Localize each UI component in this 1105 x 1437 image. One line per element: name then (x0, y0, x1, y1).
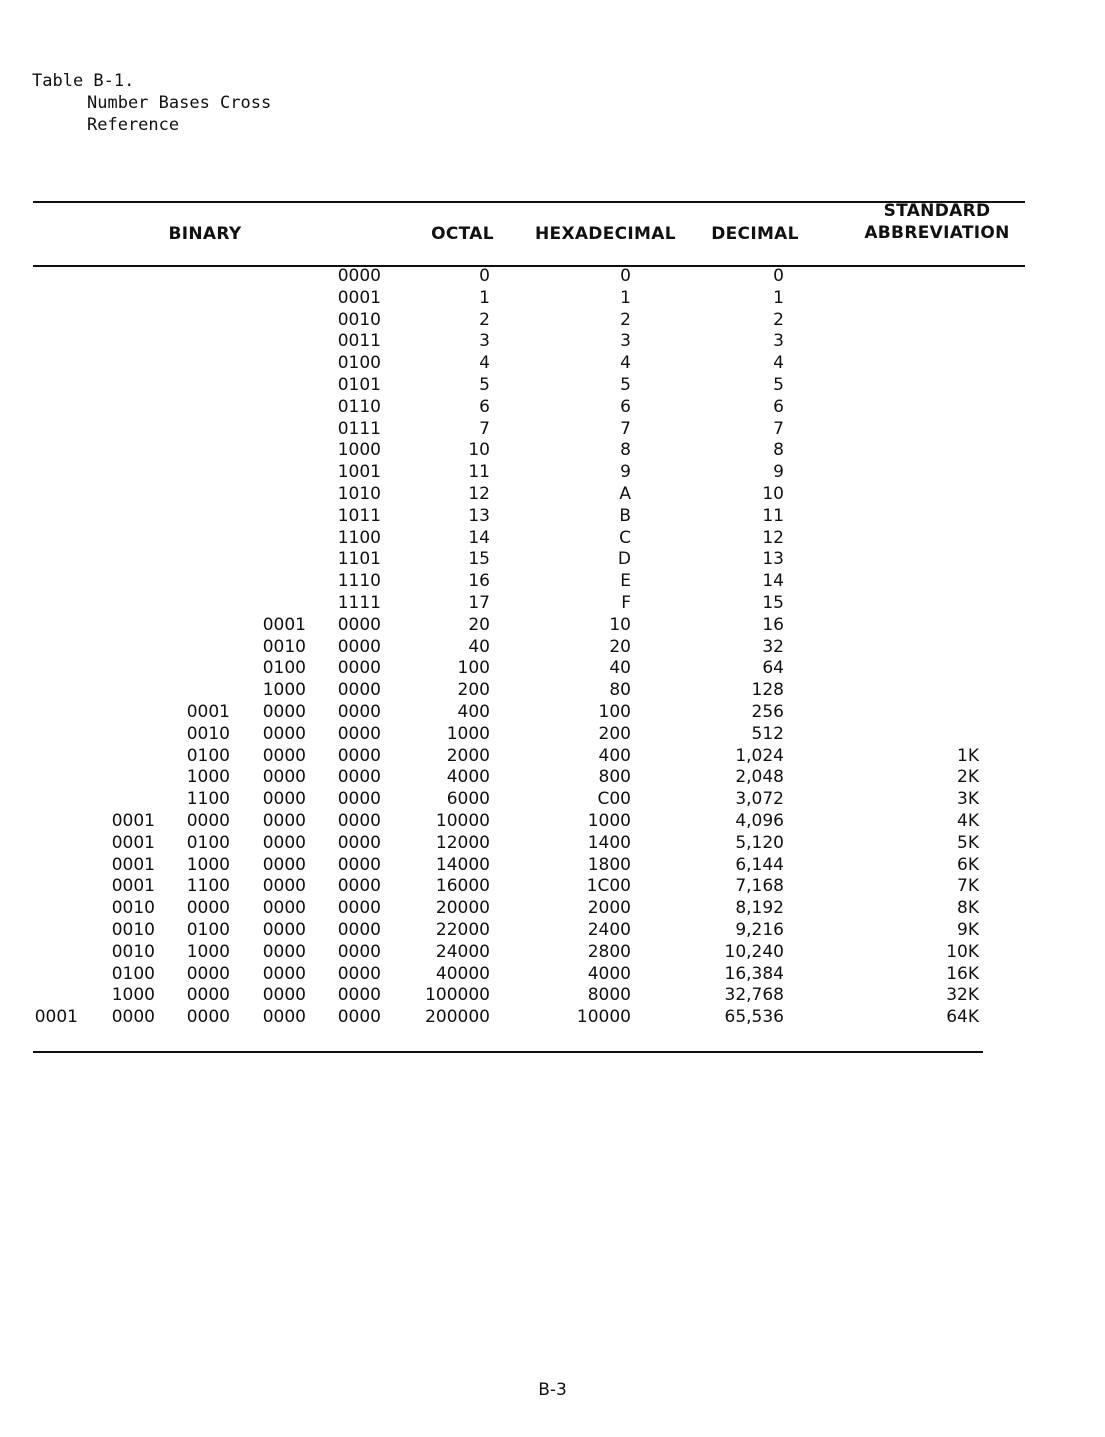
binary-nibble-cell: 0010 (111, 941, 155, 962)
decimal-cell: 9 (773, 462, 784, 483)
table-row (0, 833, 1105, 855)
decimal-cell: 2 (773, 309, 784, 330)
decimal-cell: 128 (751, 680, 784, 701)
decimal-cell: 8 (773, 440, 784, 461)
binary-nibble-cell: 0000 (337, 876, 381, 897)
binary-nibble-cell: 0001 (337, 287, 381, 308)
octal-cell: 5 (479, 374, 490, 395)
table-row (0, 985, 1105, 1007)
binary-nibble-cell: 0000 (262, 810, 306, 831)
binary-nibble-cell: 0000 (337, 723, 381, 744)
table-row (0, 746, 1105, 768)
header-abbreviation: ABBREVIATION (864, 223, 1010, 243)
octal-cell: 17 (468, 592, 490, 613)
abbreviation-cell: 1K (957, 745, 979, 766)
binary-nibble-cell: 0000 (262, 963, 306, 984)
octal-cell: 22000 (435, 919, 490, 940)
decimal-cell: 0 (773, 266, 784, 286)
binary-nibble-cell: 1001 (337, 462, 381, 483)
binary-nibble-cell: 0100 (337, 353, 381, 374)
hexadecimal-cell: 200 (598, 723, 631, 744)
hexadecimal-cell: C00 (597, 789, 631, 810)
table-row (0, 767, 1105, 789)
binary-nibble-cell: 0001 (111, 876, 155, 897)
binary-nibble-cell: 0000 (262, 745, 306, 766)
table-row (0, 397, 1105, 419)
binary-nibble-cell: 1101 (337, 549, 381, 570)
hexadecimal-cell: 80 (609, 680, 631, 701)
decimal-cell: 1,024 (735, 745, 784, 766)
binary-nibble-cell: 0000 (262, 876, 306, 897)
binary-nibble-cell: 0000 (262, 854, 306, 875)
binary-nibble-cell: 1000 (262, 680, 306, 701)
octal-cell: 4000 (446, 767, 490, 788)
table-row (0, 440, 1105, 462)
hexadecimal-cell: E (620, 571, 631, 592)
table-row (0, 789, 1105, 811)
hexadecimal-cell: 2400 (587, 919, 631, 940)
binary-nibble-cell: 0000 (337, 266, 381, 286)
hexadecimal-cell: 5 (620, 374, 631, 395)
binary-nibble-cell: 0001 (34, 1007, 78, 1028)
table-row (0, 876, 1105, 898)
binary-nibble-cell: 0010 (337, 309, 381, 330)
table-row (0, 266, 1105, 288)
decimal-cell: 15 (762, 592, 784, 613)
abbreviation-cell: 16K (946, 963, 979, 984)
binary-nibble-cell: 0000 (337, 745, 381, 766)
octal-cell: 100 (457, 658, 490, 679)
abbreviation-cell: 6K (957, 854, 979, 875)
octal-cell: 6 (479, 396, 490, 417)
binary-nibble-cell: 1000 (186, 854, 230, 875)
decimal-cell: 7 (773, 418, 784, 439)
binary-nibble-cell: 0000 (337, 658, 381, 679)
table-row (0, 506, 1105, 528)
table-row (0, 637, 1105, 659)
decimal-cell: 10,240 (724, 941, 784, 962)
binary-nibble-cell: 1100 (186, 789, 230, 810)
abbreviation-cell: 64K (946, 1007, 979, 1028)
binary-nibble-cell: 0000 (337, 985, 381, 1006)
table-body (0, 266, 1105, 1029)
binary-nibble-cell: 0001 (111, 832, 155, 853)
binary-nibble-cell: 0000 (186, 810, 230, 831)
binary-nibble-cell: 0000 (186, 963, 230, 984)
table-row (0, 724, 1105, 746)
binary-nibble-cell: 0000 (337, 789, 381, 810)
binary-nibble-cell: 0101 (337, 374, 381, 395)
table-row (0, 615, 1105, 637)
binary-nibble-cell: 0000 (337, 832, 381, 853)
table-row (0, 375, 1105, 397)
table-row (0, 898, 1105, 920)
binary-nibble-cell: 0000 (337, 701, 381, 722)
binary-nibble-cell: 1111 (337, 592, 381, 613)
octal-cell: 14000 (435, 854, 490, 875)
binary-nibble-cell: 0100 (262, 658, 306, 679)
binary-nibble-cell: 1000 (337, 440, 381, 461)
bottom-rule (33, 1051, 983, 1053)
table-row (0, 419, 1105, 441)
hexadecimal-cell: 1400 (587, 832, 631, 853)
octal-cell: 10000 (435, 810, 490, 831)
binary-nibble-cell: 0100 (186, 832, 230, 853)
table-row (0, 288, 1105, 310)
decimal-cell: 64 (762, 658, 784, 679)
binary-nibble-cell: 0010 (262, 636, 306, 657)
table-row (0, 964, 1105, 986)
binary-nibble-cell: 0000 (262, 898, 306, 919)
abbreviation-cell: 10K (946, 941, 979, 962)
hexadecimal-cell: C (619, 527, 631, 548)
hexadecimal-cell: 8000 (587, 985, 631, 1006)
hexadecimal-cell: 40 (609, 658, 631, 679)
hexadecimal-cell: 10 (609, 614, 631, 635)
abbreviation-cell: 4K (957, 810, 979, 831)
table-row (0, 855, 1105, 877)
octal-cell: 10 (468, 440, 490, 461)
binary-nibble-cell: 1010 (337, 483, 381, 504)
decimal-cell: 3 (773, 331, 784, 352)
binary-nibble-cell: 0000 (262, 919, 306, 940)
decimal-cell: 1 (773, 287, 784, 308)
binary-nibble-cell: 0000 (111, 1007, 155, 1028)
hexadecimal-cell: 8 (620, 440, 631, 461)
hexadecimal-cell: 10000 (576, 1007, 631, 1028)
decimal-cell: 8,192 (735, 898, 784, 919)
binary-nibble-cell: 0000 (337, 680, 381, 701)
binary-nibble-cell: 0000 (262, 701, 306, 722)
decimal-cell: 10 (762, 483, 784, 504)
binary-nibble-cell: 1000 (111, 985, 155, 1006)
binary-nibble-cell: 0000 (337, 767, 381, 788)
table-row (0, 811, 1105, 833)
hexadecimal-cell: F (621, 592, 631, 613)
octal-cell: 4 (479, 353, 490, 374)
table-row (0, 920, 1105, 942)
binary-nibble-cell: 1110 (337, 571, 381, 592)
hexadecimal-cell: 3 (620, 331, 631, 352)
table-caption (32, 70, 271, 136)
decimal-cell: 4 (773, 353, 784, 374)
table-row (0, 658, 1105, 680)
octal-cell: 20 (468, 614, 490, 635)
hexadecimal-cell: 1 (620, 287, 631, 308)
binary-nibble-cell: 0000 (262, 767, 306, 788)
binary-nibble-cell: 0000 (337, 919, 381, 940)
binary-nibble-cell: 0100 (186, 919, 230, 940)
table-row (0, 353, 1105, 375)
hexadecimal-cell: 7 (620, 418, 631, 439)
decimal-cell: 256 (751, 701, 784, 722)
octal-cell: 1000 (446, 723, 490, 744)
table-row (0, 528, 1105, 550)
octal-cell: 40000 (435, 963, 490, 984)
octal-cell: 12 (468, 483, 490, 504)
octal-cell: 15 (468, 549, 490, 570)
binary-nibble-cell: 0011 (337, 331, 381, 352)
table-row (0, 571, 1105, 593)
abbreviation-cell: 5K (957, 832, 979, 853)
binary-nibble-cell: 0010 (111, 898, 155, 919)
octal-cell: 2000 (446, 745, 490, 766)
hexadecimal-cell: 4000 (587, 963, 631, 984)
hexadecimal-cell: 2 (620, 309, 631, 330)
decimal-cell: 2,048 (735, 767, 784, 788)
decimal-cell: 12 (762, 527, 784, 548)
decimal-cell: 5 (773, 374, 784, 395)
octal-cell: 14 (468, 527, 490, 548)
binary-nibble-cell: 0100 (186, 745, 230, 766)
abbreviation-cell: 32K (946, 985, 979, 1006)
binary-nibble-cell: 0000 (262, 1007, 306, 1028)
decimal-cell: 16,384 (724, 963, 784, 984)
hexadecimal-cell: D (617, 549, 631, 570)
table-row (0, 310, 1105, 332)
table-title-line-1: Number Bases Cross (87, 93, 272, 113)
table-row (0, 702, 1105, 724)
binary-nibble-cell: 0000 (262, 789, 306, 810)
binary-nibble-cell: 1100 (337, 527, 381, 548)
octal-cell: 100000 (425, 985, 490, 1006)
table-row (0, 942, 1105, 964)
page-number: B-3 (538, 1380, 567, 1400)
hexadecimal-cell: 20 (609, 636, 631, 657)
binary-nibble-cell: 0000 (262, 941, 306, 962)
hexadecimal-cell: 800 (598, 767, 631, 788)
abbreviation-cell: 2K (957, 767, 979, 788)
octal-cell: 11 (468, 462, 490, 483)
table-row (0, 331, 1105, 353)
binary-nibble-cell: 1011 (337, 505, 381, 526)
binary-nibble-cell: 0001 (111, 810, 155, 831)
octal-cell: 200 (457, 680, 490, 701)
header-hexadecimal: HEXADECIMAL (535, 224, 676, 244)
hexadecimal-cell: A (619, 483, 631, 504)
table-label: Table B-1. (32, 71, 135, 91)
decimal-cell: 14 (762, 571, 784, 592)
abbreviation-cell: 9K (957, 919, 979, 940)
hexadecimal-cell: 4 (620, 353, 631, 374)
binary-nibble-cell: 0100 (111, 963, 155, 984)
octal-cell: 40 (468, 636, 490, 657)
binary-nibble-cell: 0111 (337, 418, 381, 439)
binary-nibble-cell: 0000 (337, 810, 381, 831)
hexadecimal-cell: 1800 (587, 854, 631, 875)
binary-nibble-cell: 0000 (186, 1007, 230, 1028)
binary-nibble-cell: 1000 (186, 941, 230, 962)
decimal-cell: 7,168 (735, 876, 784, 897)
abbreviation-cell: 7K (957, 876, 979, 897)
binary-nibble-cell: 0000 (262, 985, 306, 1006)
octal-cell: 7 (479, 418, 490, 439)
binary-nibble-cell: 1000 (186, 767, 230, 788)
decimal-cell: 4,096 (735, 810, 784, 831)
binary-nibble-cell: 0000 (186, 985, 230, 1006)
table-row (0, 680, 1105, 702)
binary-nibble-cell: 0000 (337, 898, 381, 919)
header-standard: STANDARD (883, 201, 991, 221)
binary-nibble-cell: 0010 (186, 723, 230, 744)
binary-nibble-cell: 0000 (262, 832, 306, 853)
binary-nibble-cell: 1100 (186, 876, 230, 897)
binary-nibble-cell: 0000 (337, 1007, 381, 1028)
octal-cell: 24000 (435, 941, 490, 962)
decimal-cell: 6 (773, 396, 784, 417)
decimal-cell: 3,072 (735, 789, 784, 810)
binary-nibble-cell: 0000 (337, 963, 381, 984)
hexadecimal-cell: 1C00 (586, 876, 631, 897)
binary-nibble-cell: 0000 (337, 636, 381, 657)
binary-nibble-cell: 0110 (337, 396, 381, 417)
hexadecimal-cell: 1000 (587, 810, 631, 831)
header-decimal: DECIMAL (711, 224, 799, 244)
hexadecimal-cell: 2800 (587, 941, 631, 962)
header-octal: OCTAL (431, 224, 494, 244)
binary-nibble-cell: 0001 (111, 854, 155, 875)
decimal-cell: 5,120 (735, 832, 784, 853)
binary-nibble-cell: 0000 (186, 898, 230, 919)
table-title-line-2: Reference (87, 115, 180, 135)
hexadecimal-cell: 9 (620, 462, 631, 483)
binary-nibble-cell: 0000 (337, 854, 381, 875)
hexadecimal-cell: 400 (598, 745, 631, 766)
octal-cell: 200000 (425, 1007, 490, 1028)
table-row (0, 1007, 1105, 1029)
decimal-cell: 512 (751, 723, 784, 744)
table-row (0, 462, 1105, 484)
octal-cell: 3 (479, 331, 490, 352)
octal-cell: 6000 (446, 789, 490, 810)
decimal-cell: 9,216 (735, 919, 784, 940)
octal-cell: 16 (468, 571, 490, 592)
abbreviation-cell: 3K (957, 789, 979, 810)
octal-cell: 1 (479, 287, 490, 308)
hexadecimal-cell: 2000 (587, 898, 631, 919)
table-row (0, 484, 1105, 506)
octal-cell: 400 (457, 701, 490, 722)
binary-nibble-cell: 0001 (186, 701, 230, 722)
binary-nibble-cell: 0000 (262, 723, 306, 744)
hexadecimal-cell: 6 (620, 396, 631, 417)
decimal-cell: 65,536 (724, 1007, 784, 1028)
octal-cell: 13 (468, 505, 490, 526)
decimal-cell: 11 (762, 505, 784, 526)
decimal-cell: 13 (762, 549, 784, 570)
decimal-cell: 6,144 (735, 854, 784, 875)
table-row (0, 549, 1105, 571)
table-row (0, 593, 1105, 615)
binary-nibble-cell: 0010 (111, 919, 155, 940)
hexadecimal-cell: B (619, 505, 631, 526)
octal-cell: 20000 (435, 898, 490, 919)
octal-cell: 0 (479, 266, 490, 286)
decimal-cell: 16 (762, 614, 784, 635)
octal-cell: 12000 (435, 832, 490, 853)
header-binary: BINARY (168, 224, 242, 244)
binary-nibble-cell: 0000 (337, 941, 381, 962)
binary-nibble-cell: 0001 (262, 614, 306, 635)
octal-cell: 2 (479, 309, 490, 330)
hexadecimal-cell: 0 (620, 266, 631, 286)
abbreviation-cell: 8K (957, 898, 979, 919)
hexadecimal-cell: 100 (598, 701, 631, 722)
octal-cell: 16000 (435, 876, 490, 897)
decimal-cell: 32,768 (724, 985, 784, 1006)
decimal-cell: 32 (762, 636, 784, 657)
binary-nibble-cell: 0000 (337, 614, 381, 635)
